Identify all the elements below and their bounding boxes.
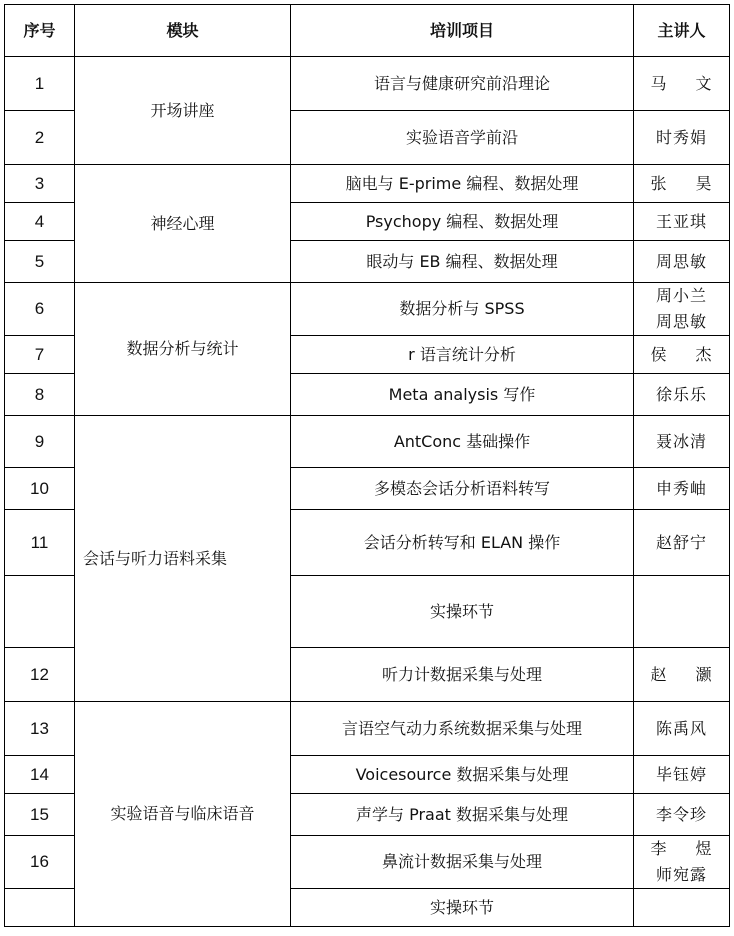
row-item: r 语言统计分析 (291, 336, 634, 374)
row-item: Meta analysis 写作 (291, 374, 634, 416)
row-num: 14 (5, 756, 75, 794)
row-item: 数据分析与 SPSS (291, 283, 634, 336)
row-speaker: 陈禹风 (634, 702, 730, 756)
row-speaker: 赵舒宁 (634, 510, 730, 576)
row-num: 10 (5, 468, 75, 510)
row-item: AntConc 基础操作 (291, 416, 634, 468)
speaker-name: 张 昊 (650, 173, 713, 193)
row-num: 8 (5, 374, 75, 416)
row-num: 3 (5, 165, 75, 203)
row-item: 脑电与 E-prime 编程、数据处理 (291, 165, 634, 203)
header-row (5, 5, 730, 57)
row-speaker (634, 889, 730, 927)
table-row (5, 416, 730, 468)
module-cell: 会话与听力语料采集 (75, 416, 291, 702)
row-speaker: 徐乐乐 (634, 374, 730, 416)
table-row (5, 283, 730, 336)
module-cell: 数据分析与统计 (75, 283, 291, 416)
row-item: 实操环节 (291, 576, 634, 648)
speaker-name: 李 煜 (650, 839, 713, 858)
row-speaker (634, 648, 730, 702)
training-schedule-table (4, 4, 730, 927)
speaker-name: 赵 灏 (650, 664, 713, 684)
row-num: 7 (5, 336, 75, 374)
speaker-name: 周思敏 (655, 312, 707, 331)
row-item: 语言与健康研究前沿理论 (291, 57, 634, 111)
table-row (5, 165, 730, 203)
row-num: 2 (5, 111, 75, 165)
row-num: 9 (5, 416, 75, 468)
row-num: 1 (5, 57, 75, 111)
row-speaker (634, 576, 730, 648)
row-num: 15 (5, 794, 75, 836)
table-row (5, 702, 730, 756)
speaker-name: 侯 杰 (650, 344, 713, 364)
row-speaker (634, 836, 730, 889)
row-num: 6 (5, 283, 75, 336)
row-num: 13 (5, 702, 75, 756)
row-speaker: 申秀岫 (634, 468, 730, 510)
row-num: 5 (5, 241, 75, 283)
row-speaker: 毕钰婷 (634, 756, 730, 794)
row-item: 眼动与 EB 编程、数据处理 (291, 241, 634, 283)
row-item: 言语空气动力系统数据采集与处理 (291, 702, 634, 756)
row-item: 听力计数据采集与处理 (291, 648, 634, 702)
row-speaker: 时秀娟 (634, 111, 730, 165)
module-cell: 实验语音与临床语音 (75, 702, 291, 927)
row-num (5, 576, 75, 648)
row-speaker: 王亚琪 (634, 203, 730, 241)
row-num: 12 (5, 648, 75, 702)
row-speaker (634, 283, 730, 336)
row-speaker (634, 57, 730, 111)
row-item: 实操环节 (291, 889, 634, 927)
row-speaker: 聂冰清 (634, 416, 730, 468)
row-speaker: 周思敏 (634, 241, 730, 283)
row-num: 4 (5, 203, 75, 241)
row-speaker (634, 165, 730, 203)
speaker-name: 马 文 (650, 73, 713, 93)
header-speaker: 主讲人 (634, 5, 730, 57)
row-item: 多模态会话分析语料转写 (291, 468, 634, 510)
row-item: 实验语音学前沿 (291, 111, 634, 165)
row-num: 11 (5, 510, 75, 576)
table-row (5, 57, 730, 111)
row-num: 16 (5, 836, 75, 889)
row-num (5, 889, 75, 927)
row-item: 鼻流计数据采集与处理 (291, 836, 634, 889)
row-speaker (634, 336, 730, 374)
row-item: 会话分析转写和 ELAN 操作 (291, 510, 634, 576)
speaker-name: 师宛露 (655, 865, 707, 884)
row-item: Psychopy 编程、数据处理 (291, 203, 634, 241)
module-cell: 神经心理 (75, 165, 291, 283)
module-cell: 开场讲座 (75, 57, 291, 165)
header-num: 序号 (5, 5, 75, 57)
row-speaker: 李令珍 (634, 794, 730, 836)
row-item: Voicesource 数据采集与处理 (291, 756, 634, 794)
header-module: 模块 (75, 5, 291, 57)
speaker-name: 周小兰 (655, 286, 707, 305)
header-item: 培训项目 (291, 5, 634, 57)
row-item: 声学与 Praat 数据采集与处理 (291, 794, 634, 836)
